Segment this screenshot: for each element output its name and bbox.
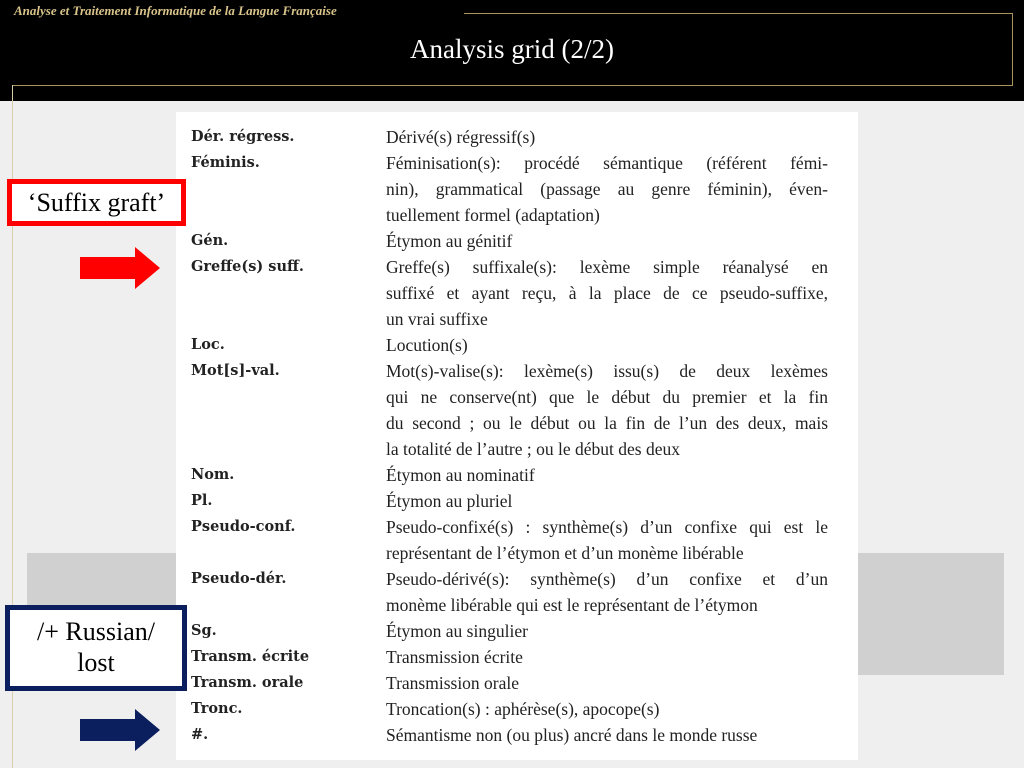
definition-line: monème libérable qui est le représentant de l’étymon xyxy=(386,595,758,615)
grid-term: Féminis. xyxy=(191,154,260,171)
grid-definition xyxy=(386,696,828,722)
grid-row xyxy=(191,644,831,670)
arrow-right-icon xyxy=(80,709,162,751)
grid-term: Sg. xyxy=(191,622,217,639)
grid-term: Dér. régress. xyxy=(191,128,295,145)
definition-line: Transmission orale xyxy=(386,673,520,693)
definition-line: Sémantisme non (ou plus) ancré dans le monde russe xyxy=(386,725,758,745)
definition-line: représentant de l’étymon et d’un monème libérable xyxy=(386,543,744,563)
frame-line-middle xyxy=(12,85,1013,86)
grid-row xyxy=(191,488,831,514)
grid-row xyxy=(191,566,831,618)
definition-line: Locution(s) xyxy=(386,335,468,355)
callout-text-line2: lost xyxy=(77,648,115,677)
definition-line: la totalité de l’autre ; ou le début des deux xyxy=(386,439,680,459)
definition-line: suffixé et ayant reçu, à la place de ce pseudo-suffixe, xyxy=(386,283,828,303)
grid-definition xyxy=(386,644,828,670)
grid-row xyxy=(191,618,831,644)
grid-row xyxy=(191,254,831,332)
grid-definition xyxy=(386,618,828,644)
grid-term: Mot[s]-val. xyxy=(191,362,280,379)
grid-term: Pl. xyxy=(191,492,213,509)
grid-term: Pseudo-dér. xyxy=(191,570,287,587)
grid-term: Greffe(s) suff. xyxy=(191,258,304,275)
grid-definition xyxy=(386,514,828,566)
grid-term: Tronc. xyxy=(191,700,243,717)
analysis-grid xyxy=(191,124,831,748)
definition-line: Troncation(s) : aphérèse(s), apocope(s) xyxy=(386,699,660,719)
grid-row xyxy=(191,228,831,254)
grid-row xyxy=(191,696,831,722)
definition-line: Greffe(s) suffixale(s): lexème simple réanalysé en xyxy=(386,257,828,277)
callout-text-line1: /+ Russian/ xyxy=(37,617,155,646)
definition-line: Pseudo-confixé(s) : synthème(s) d’un confixe qui est le xyxy=(386,517,828,537)
slide-title: Analysis grid (2/2) xyxy=(410,34,614,64)
callout-text: ‘Suffix graft’ xyxy=(27,188,166,217)
grid-row xyxy=(191,722,831,748)
grid-row xyxy=(191,670,831,696)
frame-line-right xyxy=(1012,13,1013,86)
grid-definition xyxy=(386,670,828,696)
definition-line: Dérivé(s) régressif(s) xyxy=(386,127,536,147)
analysis-grid-image xyxy=(176,112,858,760)
definition-line: Mot(s)-valise(s): lexème(s) issu(s) de deux lexèmes xyxy=(386,361,828,381)
suffix-graft-callout xyxy=(7,179,186,226)
definition-line: Étymon au génitif xyxy=(386,231,513,251)
grid-definition xyxy=(386,150,828,228)
grid-term: Transm. écrite xyxy=(191,648,310,665)
grid-term: Gén. xyxy=(191,232,229,249)
grid-definition xyxy=(386,488,828,514)
grid-definition xyxy=(386,462,828,488)
grid-term: Transm. orale xyxy=(191,674,304,691)
definition-line: Étymon au singulier xyxy=(386,621,528,641)
definition-line: Étymon au nominatif xyxy=(386,465,535,485)
definition-line: qui ne conserve(nt) que le début du premier et la fin xyxy=(386,387,828,407)
grid-definition xyxy=(386,254,828,332)
grid-row xyxy=(191,514,831,566)
definition-line: tuellement formel (adaptation) xyxy=(386,205,600,225)
frame-line-top xyxy=(464,13,1013,14)
grid-definition xyxy=(386,566,828,618)
slide-subtitle: Analyse et Traitement Informatique de la Langue Française xyxy=(14,3,337,18)
grid-row xyxy=(191,358,831,462)
definition-line: Transmission écrite xyxy=(386,647,523,667)
grid-definition xyxy=(386,228,828,254)
definition-line: un vrai suffixe xyxy=(386,309,488,329)
grid-definition xyxy=(386,722,828,748)
definition-line: nin), grammatical (passage au genre féminin), éven- xyxy=(386,179,828,199)
grid-definition xyxy=(386,332,828,358)
definition-line: Féminisation(s): procédé sémantique (référent fémi- xyxy=(386,153,828,173)
grid-row xyxy=(191,462,831,488)
grid-term: Nom. xyxy=(191,466,235,483)
grid-definition xyxy=(386,124,828,150)
arrow-right-icon xyxy=(80,247,162,289)
grid-row xyxy=(191,150,831,228)
grid-row xyxy=(191,124,831,150)
definition-line: Étymon au pluriel xyxy=(386,491,513,511)
russian-lost-callout xyxy=(5,605,187,691)
grid-term: Loc. xyxy=(191,336,225,353)
grid-row xyxy=(191,332,831,358)
definition-line: Pseudo-dérivé(s): synthème(s) d’un confixe et d’un xyxy=(386,569,828,589)
grid-definition xyxy=(386,358,828,462)
definition-line: du second ; ou le début ou la fin de l’un des deux, mais xyxy=(386,413,828,433)
grid-term: Pseudo-conf. xyxy=(191,518,296,535)
grid-term: #. xyxy=(191,726,209,743)
